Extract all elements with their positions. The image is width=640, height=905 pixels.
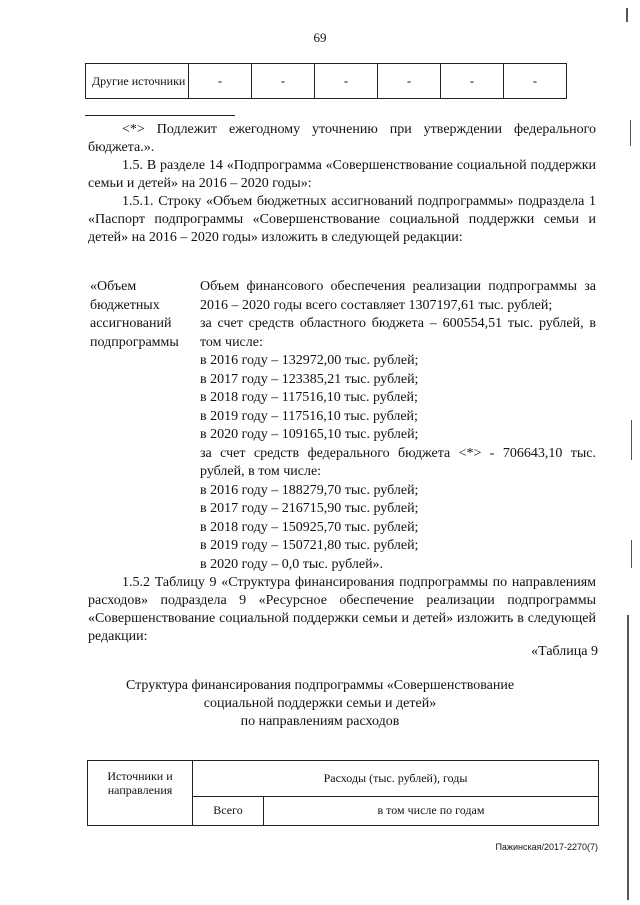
scan-artifact: [627, 615, 629, 900]
heading-line: по направлениям расходов: [240, 714, 400, 729]
footnote-text: <*> Подлежит ежегодному уточнению при утверждении федерального бюджета.».: [88, 122, 596, 155]
heading-line: Структура финансирования подпрограммы «Совершенствование: [125, 678, 515, 693]
table-cell: -: [315, 64, 378, 99]
paragraph-1-5: 1.5. В разделе 14 «Подпрограмма «Совершенствование социальной поддержки семьи и детей» на 2016 – 2020 годы»:: [88, 158, 596, 191]
year-amount-line: в 2020 году – 109165,10 тыс. рублей;: [200, 427, 419, 442]
federal-budget-text: за счет средств федерального бюджета <*> - 706643,10 тыс. рублей, в том числе:: [200, 445, 596, 479]
total-header: Всего: [193, 796, 264, 825]
table-cell: -: [504, 64, 567, 99]
passport-row-value: [200, 278, 596, 574]
paragraph-1-5-2: 1.5.2 Таблицу 9 «Структура финансирования подпрограммы по направлениям расходов» подраздела 9 «Ресурсное обеспечение реализации подпрограммы «Совершенствование социальной поддержки семьи и детей» изложить в следующей редакции:: [88, 575, 596, 644]
other-sources-label: Другие источники: [86, 64, 189, 99]
scan-artifact: [631, 540, 632, 568]
heading-line: социальной поддержки семьи и детей»: [203, 696, 437, 711]
scan-artifact: [626, 8, 628, 22]
years-header: в том числе по годам: [264, 796, 599, 825]
passport-label-line: бюджетных: [90, 297, 160, 313]
table-heading: [100, 677, 540, 731]
funding-total-text: Объем финансового обеспечения реализации подпрограммы за 2016 – 2020 годы всего составляет 1307197,61 тыс. рублей;: [200, 279, 596, 313]
page-number: 69: [313, 30, 327, 45]
scan-artifact: [631, 420, 632, 460]
year-amount-line: в 2019 году – 150721,80 тыс. рублей;: [200, 538, 419, 553]
year-amount-line: в 2020 году – 0,0 тыс. рублей».: [200, 556, 384, 572]
year-amount-line: в 2016 году – 132972,00 тыс. рублей;: [200, 353, 419, 368]
table-cell: -: [252, 64, 315, 99]
table-number-label: «Таблица 9: [531, 644, 598, 659]
footnote-rule: [85, 115, 235, 116]
year-amount-line: в 2018 году – 150925,70 тыс. рублей;: [200, 519, 419, 535]
document-code: Пажинская/2017-2270(7): [495, 842, 598, 852]
regional-budget-text: за счет средств областного бюджета – 600554,51 тыс. рублей, в том числе:: [200, 316, 596, 350]
table-header-row: [88, 761, 599, 797]
table-cell: -: [441, 64, 504, 99]
passport-label-line: «Объем: [90, 279, 137, 294]
year-amount-line: в 2019 году – 117516,10 тыс. рублей;: [200, 408, 418, 424]
funding-structure-table: [87, 760, 599, 826]
expenses-header: Расходы (тыс. рублей), годы: [193, 761, 599, 797]
year-amount-line: в 2018 году – 117516,10 тыс. рублей;: [200, 390, 418, 405]
table-cell: -: [189, 64, 252, 99]
year-amount-line: в 2017 году – 123385,21 тыс. рублей;: [200, 371, 419, 387]
year-amount-line: в 2016 году – 188279,70 тыс. рублей;: [200, 482, 419, 498]
passport-row-label: [90, 278, 198, 352]
passport-label-line: ассигнований: [90, 316, 172, 331]
year-amount-line: в 2017 году – 216715,90 тыс. рублей;: [200, 501, 419, 516]
sources-header: Источники и направления: [88, 761, 193, 826]
scan-artifact: [630, 120, 631, 146]
table-cell: -: [378, 64, 441, 99]
paragraph-1-5-1: 1.5.1. Строку «Объем бюджетных ассигнований подпрограммы» подраздела 1 «Паспорт подпрограммы «Совершенствование социальной поддержки семьи и детей» на 2016 – 2020 годы» изложить в следующей редакции:: [88, 194, 596, 245]
table-row: [86, 64, 567, 99]
passport-label-line: подпрограммы: [90, 334, 179, 350]
continued-funding-table: [85, 63, 567, 99]
